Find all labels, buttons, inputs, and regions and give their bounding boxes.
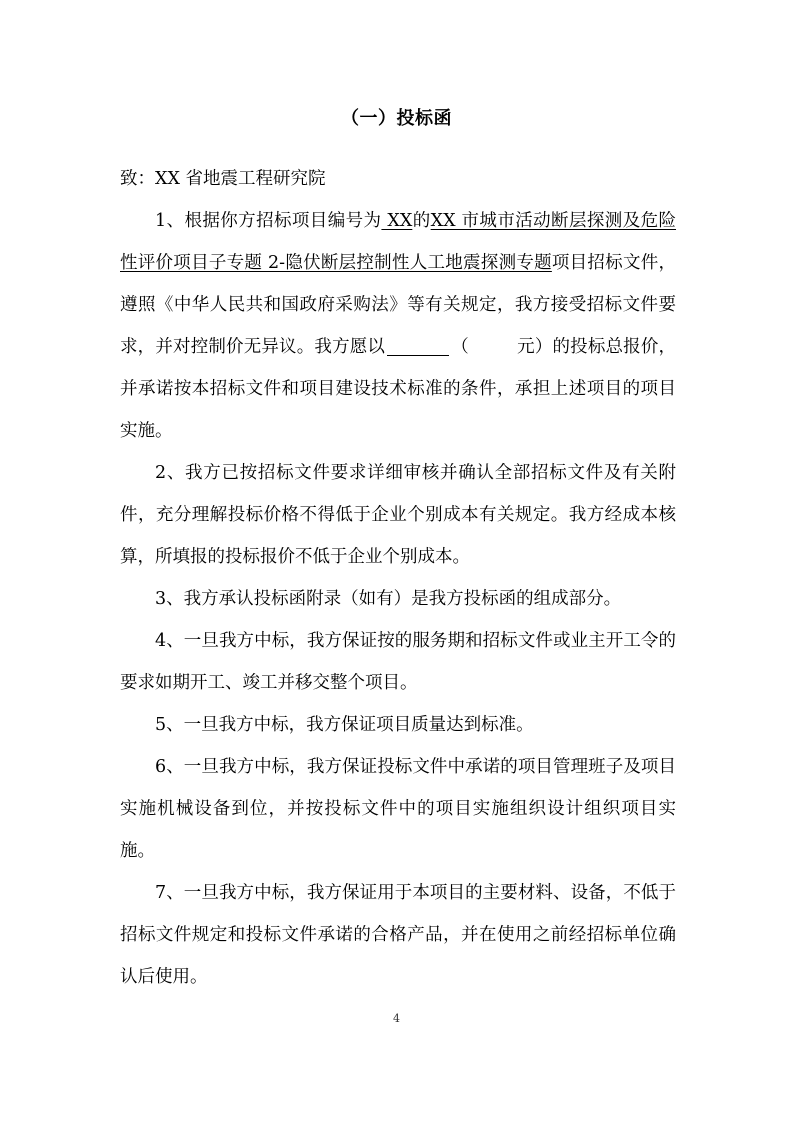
paragraph-6: 6、一旦我方中标，我方保证投标文件中承诺的项目管理班子及项目实施机械设备到位，并按投标文件中的项目实施组织设计组织项目实施。	[120, 757, 676, 861]
project-name: XX 市城市活动断层探测及危险性评价项目子专题 2-隐伏断层控制性人工地震探测专题	[120, 211, 677, 273]
page-title: （一）投标函	[341, 108, 452, 129]
paragraph-1	[120, 200, 676, 452]
paragraph-2: 2、我方已按招标文件要求详细审核并确认全部招标文件及有关附件，充分理解投标价格不得低于企业个别成本有关规定。我方经成本核算，所填报的投标报价不低于企业个别成本。	[120, 463, 676, 567]
salutation: 致：XX 省地震工程研究院	[120, 169, 326, 189]
paragraph-1-open-paren: （	[451, 337, 469, 357]
page-number: 4	[393, 1012, 400, 1025]
bid-amount-blank[interactable]	[387, 335, 449, 356]
paragraph-4: 4、一旦我方中标，我方保证按的服务期和招标文件或业主开工令的要求如期开工、竣工并移交整个项目。	[120, 631, 676, 693]
paragraph-7: 7、一旦我方中标，我方保证用于本项目的主要材料、设备，不低于招标文件规定和投标文件承诺的合格产品，并在使用之前经招标单位确认后使用。	[120, 883, 676, 987]
paragraph-1-body: 项目招标文件，遵照《中华人民共和国政府采购法》等有关规定，我方接受招标文件要求，并对控制价无异议。我方愿以	[120, 253, 676, 357]
paragraph-1-connector: 的	[412, 211, 431, 231]
paragraph-1-intro: 1、根据你方招标项目编号为	[155, 211, 382, 231]
paragraph-3: 3、我方承认投标函附录（如有）是我方投标函的组成部分。	[155, 589, 622, 609]
letter-body	[120, 158, 676, 998]
paragraph-1-tail: 元）的投标总报价，并承诺按本招标文件和项目建设技术标准的条件，承担上述项目的项目实施。	[120, 337, 677, 441]
project-number: XX	[381, 211, 413, 231]
paragraph-5: 5、一旦我方中标，我方保证项目质量达到标准。	[155, 715, 534, 735]
